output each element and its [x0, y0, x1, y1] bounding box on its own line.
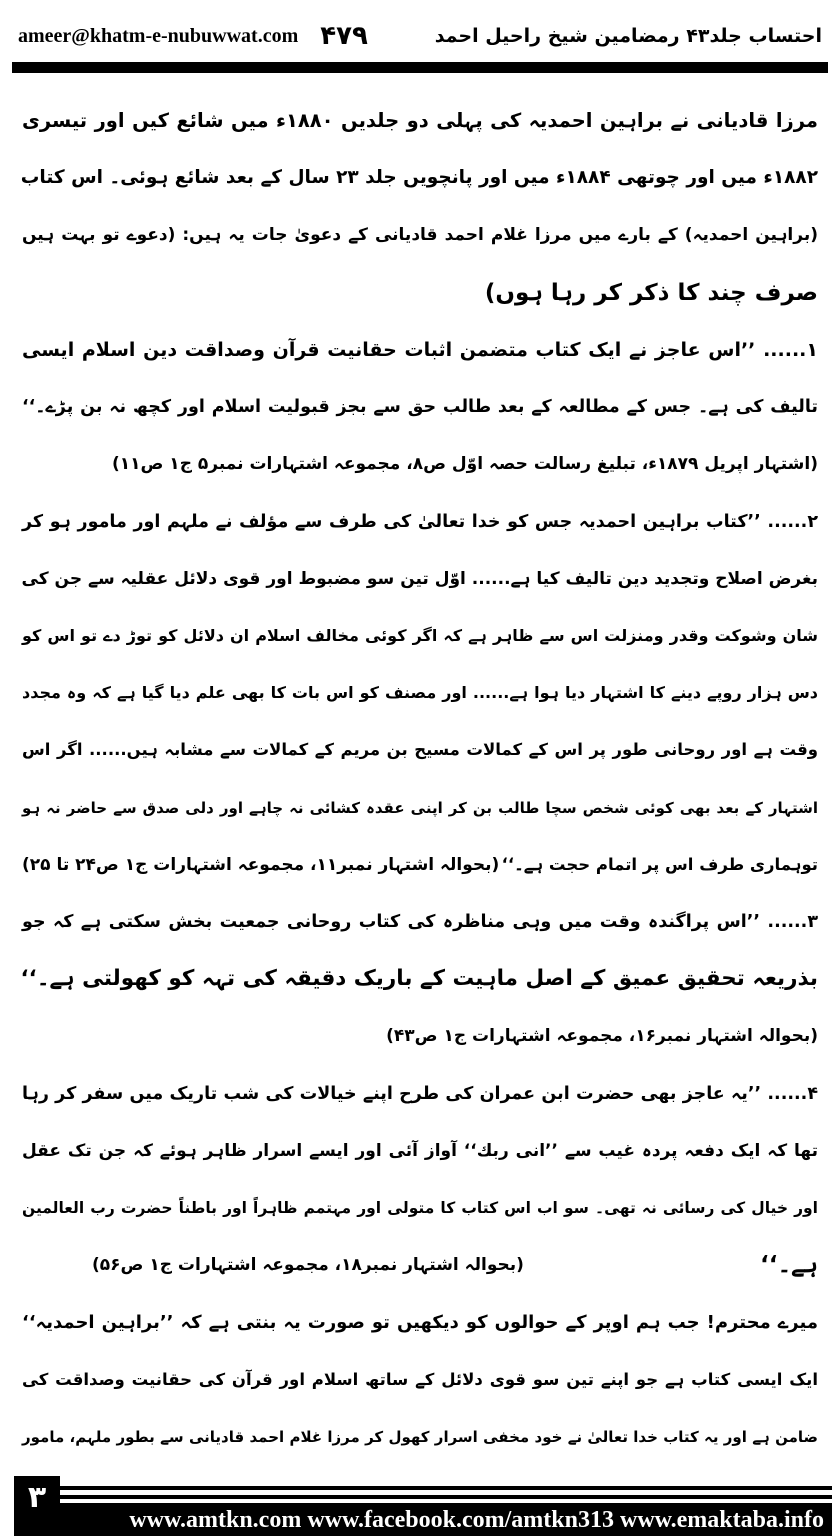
text-line: میرے محترم! جب ہم اوپر کے حوالوں کو دیکھیں تو صورت یہ بنتی ہے کہ ’’براہین احمدیہ‘‘ — [22, 1311, 818, 1333]
quote-line: ۳...... ’’اس پراگندہ وقت میں وہی مناظرہ کی کتاب روحانی جمعیت بخش سکتی ہے کہ جو — [22, 912, 818, 933]
text-line: ایک ایسی کتاب ہے جو اپنے تین سو قوی دلائل کے ساتھ اسلام اور قرآن کی حقانیت وصداقت کی — [22, 1369, 818, 1389]
quote-line: تھا کہ ایک دفعہ پردہ غیب سے ’’انی ربك‘‘ آواز آئی اور ایسے اسرار ظاہر ہوئے کہ جن تک عقل — [22, 1140, 818, 1161]
quote-line: دس ہزار روپے دینے کا اشتہار دیا ہوا ہے...... اور مصنف کو اس بات کا بھی علم دیا گیا ہے کہ وہ مجدد — [22, 683, 818, 703]
quote-line: اور خیال کی رسائی نہ تھی۔ سو اب اس کتاب کا متولی اور مہتمم ظاہراً اور باطناً حضرت رب العالمین — [22, 1199, 818, 1218]
text-line: (براہین احمدیہ) کے بارے میں مرزا غلام احمد قادیانی کے دعویٰ جات یہ ہیں: (دعوے تو بہت ہیں — [22, 225, 818, 246]
citation: (اشتہار اپریل ۱۸۷۹ء، تبلیغ رسالت حصہ اوّل ص۸، مجموعہ اشتہارات نمبر۵ ج۱ ص۱۱) — [111, 454, 818, 475]
header-row — [18, 14, 822, 58]
quote-line: بذریعہ تحقیق عمیق کے اصل ماہیت کے باریک دقیقہ کی تہہ کو کھولتی ہے۔‘‘ — [20, 966, 818, 992]
quote-line: ۲...... ’’کتاب براہین احمدیہ جس کو خدا تعالیٰ کی طرف سے مؤلف نے ملہم اور مامور ہو کر — [22, 511, 818, 532]
text-line: ۱۸۸۲ء میں اور چوتھی ۱۸۸۴ء میں اور پانچویں جلد ۲۳ سال کے بعد شائع ہوئی۔ اس کتاب — [20, 167, 818, 189]
footer-page-number: ۳ — [14, 1476, 60, 1536]
citation: (بحوالہ اشتہار نمبر۱۶، مجموعہ اشتہارات ج۱ ص۴۳) — [386, 1026, 818, 1047]
quote-line: ۴...... ’’یہ عاجز بھی حضرت ابن عمران کی طرح اپنے خیالات کی شب تاریک میں سفر کر رہا — [22, 1083, 818, 1104]
text-line: ضامن ہے اور یہ کتاب خدا تعالیٰ نے خود مخفی اسرار کھول کر مرزا غلام احمد قادیانی سے بطور ملہم، مامور — [22, 1428, 818, 1446]
footer-divider — [60, 1486, 832, 1490]
header-divider — [12, 62, 828, 73]
footer-divider — [60, 1495, 832, 1499]
text-line: صرف چند کا ذکر کر رہا ہوں) — [484, 279, 818, 306]
quote-line-end: توہماری طرف اس پر اتمام حجت ہے۔‘‘ — [501, 854, 818, 874]
citation: (بحوالہ اشتہار نمبر۱۸، مجموعہ اشتہارات ج۱ ص۵۶) — [92, 1255, 524, 1276]
quote-line: اشتہار کے بعد بھی کوئی شخص سچا طالب بن کر اپنی عقدہ کشائی نہ چاہے اور دلی صدق سے حاضر نہ ہو — [22, 798, 818, 817]
quote-end-line — [22, 1248, 818, 1282]
citation: (بحوالہ اشتہار نمبر۱۱، مجموعہ اشتہارات ج۱ ص۲۴ تا ۲۵) — [22, 854, 500, 875]
quote-line: ۱...... ’’اس عاجز نے ایک کتاب متضمن اثبات حقانیت قرآن وصداقت دین اسلام ایسی — [22, 338, 818, 361]
header-title: احتساب جلد۴۳ رمضامین شیخ راحیل احمد — [434, 25, 822, 47]
quote-line: وقت ہے اور روحانی طور پر اس کے کمالات مسیح بن مریم کے کمالات سے مشابہ ہیں...... اگر اس — [22, 740, 818, 760]
text-line: مرزا قادیانی نے براہین احمدیہ کی پہلی دو جلدیں ۱۸۸۰ء میں شائع کیں اور تیسری — [22, 109, 818, 132]
footer-links: www.amtkn.com www.facebook.com/amtkn313 www.emaktaba.info — [129, 1507, 824, 1533]
header-email: ameer@khatm-e-nubuwwat.com — [18, 24, 299, 47]
quote-line-end: ہے۔‘‘ — [760, 1252, 818, 1279]
quote-end-line — [22, 848, 818, 882]
header-page-number: ۴۷۹ — [320, 21, 368, 51]
quote-line: بغرض اصلاح وتجدید دین تالیف کیا ہے...... اوّل تین سو مضبوط اور قوی دلائل عقلیہ سے جن کی — [21, 568, 818, 589]
quote-line: شان وشوکت وقدر ومنزلت اس سے ظاہر ہے کہ اگر کوئی مخالف اسلام ان دلائل کو توڑ دے تو اس کو — [22, 625, 818, 645]
quote-line: تالیف کی ہے۔ جس کے مطالعہ کے بعد طالب حق سے بجز قبولیت اسلام اور کچھ نہ بن پڑے۔‘‘ — [22, 397, 818, 418]
